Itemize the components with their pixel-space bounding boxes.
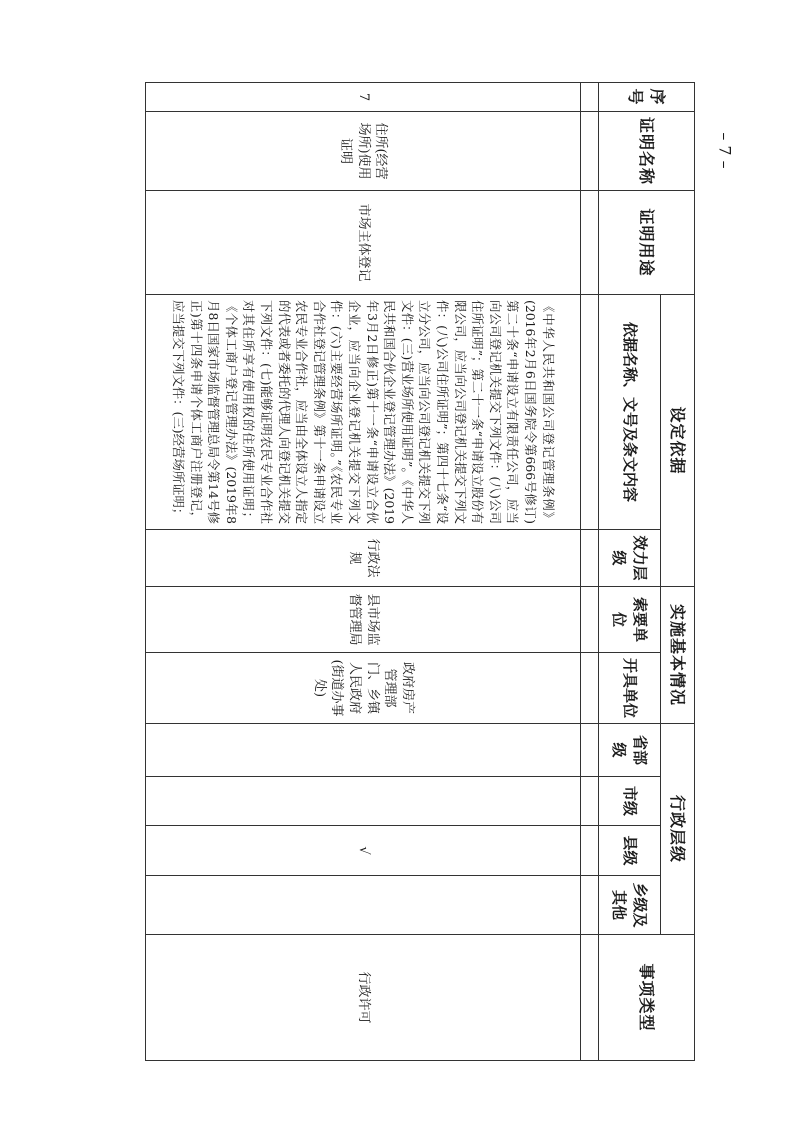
spacer-row bbox=[581, 83, 599, 1061]
header-requesting-unit: 索要单位 bbox=[599, 587, 661, 653]
cell-issuing-unit: 政府房产管理部门、乡镇人民政府(街道办事处) bbox=[146, 653, 581, 724]
header-cert-use: 证明用途 bbox=[599, 191, 695, 295]
cell-seq: 7 bbox=[146, 83, 581, 112]
header-city: 市级 bbox=[599, 777, 661, 826]
header-county: 县级 bbox=[599, 826, 661, 876]
header-basis-content: 依据名称、文号及条文内容 bbox=[599, 295, 661, 530]
certificate-table bbox=[145, 82, 695, 1061]
header-row-top bbox=[661, 83, 695, 1061]
header-seq: 序号 bbox=[599, 83, 695, 112]
table-area bbox=[145, 82, 695, 1060]
cell-county-check: √ bbox=[146, 826, 581, 876]
header-issuing-unit: 开具单位 bbox=[599, 653, 661, 724]
header-effect-level: 效力层级 bbox=[599, 530, 661, 587]
header-township: 乡级及其他 bbox=[599, 876, 661, 935]
header-admin-group: 行政层级 bbox=[661, 724, 695, 935]
cell-requesting-unit: 县市场监督管理局 bbox=[146, 587, 581, 653]
cell-item-type: 行政许可 bbox=[146, 935, 581, 1061]
page-number: – 7 – bbox=[715, 131, 735, 169]
cell-effect-level: 行政法规 bbox=[146, 530, 581, 587]
header-impl-group: 实施基本情况 bbox=[661, 587, 695, 724]
cell-city bbox=[146, 777, 581, 826]
header-cert-name: 证明名称 bbox=[599, 112, 695, 191]
table-row bbox=[146, 83, 581, 1061]
cell-township bbox=[146, 876, 581, 935]
cell-basis-text: 《中华人民共和国公司登记管理条例》(2016年2月6日国务院令第666号修订)第二十条“申请设立有限责任公司，应当向公司登记机关提交下列文件：(八)公司住所证明”；第二十一条“申请设立股份有限公司，应当向公司登记机关提交下列文件：(八)公司住所证明”；第四十七条“设立分公司，应当向公司登记机关提交下列文件：(三)营业场所使用证明”。《中华人民共和国合伙企业登记管理办法》(2019年3月2日修正)第十一条“申请设立合伙企业，应当向企业登记机关提交下列文件：(六)主要经营场所证明。”《农民专业合作社登记管理条例》第十一条申请设立农民专业合作社，应当由全体设立人指定的代表或者委托的代理人向登记机关提交下列文件：(七)能够证明农民专业合作社对其住所享有使用权的住所使用证明；《个体工商户登记管理办法》(2019年8月8日国家市场监督管理总局令第14号修正)第十四条申请个体工商户注册登记，应当提交下列文件：(三)经营场所证明； bbox=[146, 295, 581, 530]
cell-cert-name: 住所(经营场所)使用证明 bbox=[146, 112, 581, 191]
header-province: 省部级 bbox=[599, 724, 661, 777]
cell-province bbox=[146, 724, 581, 777]
header-basis-group: 设定依据 bbox=[661, 295, 695, 587]
cell-cert-use: 市场主体登记 bbox=[146, 191, 581, 295]
header-item-type: 事项类型 bbox=[599, 935, 695, 1061]
